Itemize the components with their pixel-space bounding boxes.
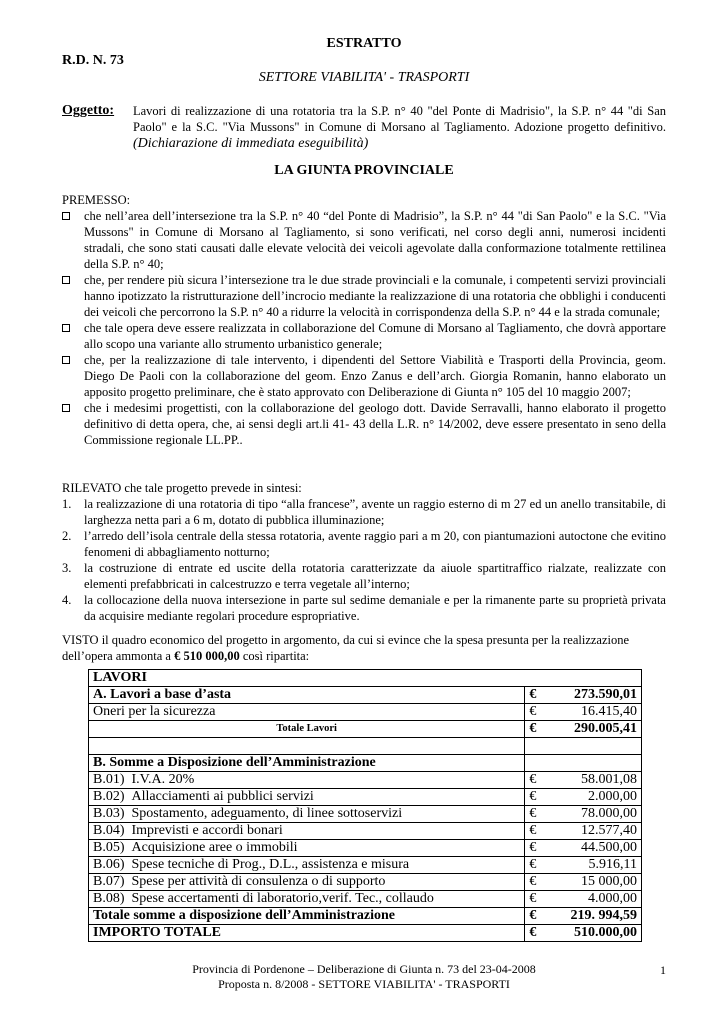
oggetto-text <box>133 103 666 152</box>
premesso-item: che tale opera deve essere realizzata in collaborazione del Comune di Morsano al Tagliamento, che dovrà apportare allo scopo una variante allo strumento urbanistico generale; <box>62 320 666 352</box>
table-row: Totale Lavori € 290.005,41 <box>89 721 642 738</box>
premesso-item: che, per la realizzazione di tale intervento, i dipendenti del Settore Viabilità e Trasporti della Provincia, geom. Diego De Paoli con la collaborazione del geom. Enzo Zanus e dell’arch. Giorgia Romanin, hanno elaborato un apposito progetto preliminare, che è stato approvato con Deliberazione di Giunta n° 105 del 10 maggio 2007; <box>62 352 666 400</box>
checkbox-bullet-icon <box>62 212 70 220</box>
document-title: ESTRATTO <box>326 36 402 51</box>
table-row: B.03) Spostamento, adeguamento, di linee sottoservizi € 78.000,00 <box>89 806 642 823</box>
rilevato-intro: RILEVATO che tale progetto prevede in sintesi: <box>62 481 302 495</box>
giunta-heading: LA GIUNTA PROVINCIALE <box>274 163 454 178</box>
rilevato-item: 4. la collocazione della nuova intersezione in parte sul sedime demaniale e per la rimanente parte su proprietà privata da acquisire mediante regolari procedure espropriative. <box>62 593 666 623</box>
rilevato-item: 3. la costruzione di entrate ed uscite della rotatoria caratterizzate da aiuole spartitraffico rialzate, realizzate con elementi prefabbricati in calcestruzzo e terra vegetale all’interno; <box>62 561 666 591</box>
visto-paragraph: VISTO il quadro economico del progetto in argomento, da cui si evince che la spesa presunta per la realizzazione dell’opera ammonta a € 510 000,00 così ripartita: <box>62 633 630 663</box>
table-row <box>89 670 642 687</box>
table-row: B.08) Spese accertamenti di laboratorio,verif. Tec., collaudo € 4.000,00 <box>89 891 642 908</box>
rilevato-item: 1. la realizzazione di una rotatoria di tipo “alla francese”, avente un raggio esterno di m 27 ed un anello transitabile, di larghezza netta pari a 6 m, dotato di pubblica illuminazione; <box>62 497 666 527</box>
total-amount: € 510 000,00 <box>174 649 240 663</box>
table-row: B.05) Acquisizione aree o immobili € 44.500,00 <box>89 840 642 857</box>
oggetto-label: Oggetto: <box>62 103 115 118</box>
settore-heading: SETTORE VIABILITA' - TRASPORTI <box>258 70 470 85</box>
premesso-label: PREMESSO: <box>62 193 131 207</box>
table-row: IMPORTO TOTALE € 510.000,00 <box>89 925 642 942</box>
footer-line-2: Proposta n. 8/2008 - SETTORE VIABILITA' - TRASPORTI <box>218 977 510 991</box>
premesso-item: che, per rendere più sicura l’intersezione tra le due strade provinciali e la comunale, i competenti servizi provinciali hanno ipotizzato la ristrutturazione dell’incrocio mediante la realizzazione di una rotatoria che obblighi i conducenti dei veicoli che percorrono la S.P. n° 40 a ridurre la velocità in corrispondenza della S.P. n° 44 e la strada comunale; <box>62 272 666 320</box>
rd-number: R.D. N. 73 <box>62 53 124 68</box>
lavori-header: LAVORI <box>89 670 642 687</box>
table-row: B.07) Spese per attività di consulenza o di supporto € 15 000,00 <box>89 874 642 891</box>
table-row: Totale somme a disposizione dell’Amministrazione € 219. 994,59 <box>89 908 642 925</box>
oggetto-note: (Dichiarazione di immediata eseguibilità) <box>133 136 369 151</box>
checkbox-bullet-icon <box>62 324 70 332</box>
premesso-item: che nell’area dell’intersezione tra la S.P. n° 40 “del Ponte di Madrisio”, la S.P. n° 44 "di San Paolo" e la S.C. "Via Mussons" in Comune di Morsano al Tagliamento, si sono verificati, nel corso degli anni, numerosi incidenti stradali, che sono stati causati dalle elevate velocità dei veicoli agevolate dalla conformazione totalmente rettilinea della S.P. n° 40; <box>62 208 666 272</box>
premesso-item: che i medesimi progettisti, con la collaborazione del geologo dott. Davide Serravalli, hanno elaborato il progetto definitivo di detta opera, che, ai sensi degli art.li 41- 43 della L.R. n° 14/2002, deve essere presentato in seno della Commissione regionale LL.PP.. <box>62 400 666 448</box>
checkbox-bullet-icon <box>62 276 70 284</box>
table-row: B.01) I.V.A. 20% € 58.001,08 <box>89 772 642 789</box>
rilevato-item: 2. l’arredo dell’isola centrale della stessa rotatoria, avente raggio pari a m 20, con piantumazioni autoctone che evitino fenomeni di abbagliamento notturno; <box>62 529 666 559</box>
table-row: B.04) Imprevisti e accordi bonari € 12.577,40 <box>89 823 642 840</box>
table-row: B. Somme a Disposizione dell’Amministrazione <box>89 755 642 772</box>
table-row: Oneri per la sicurezza € 16.415,40 <box>89 704 642 721</box>
quadro-economico-table <box>88 669 642 942</box>
table-row: B.06) Spese tecniche di Prog., D.L., assistenza e misura € 5.916,11 <box>89 857 642 874</box>
checkbox-bullet-icon <box>62 356 70 364</box>
page-number: 1 <box>660 963 666 977</box>
page-footer <box>62 962 666 992</box>
oggetto-body: Lavori di realizzazione di una rotatoria tra la S.P. n° 40 "del Ponte di Madrisio", la S.P. n° 44 "di San Paolo" e la S.C. "Via Mussons" in Comune di Morsano al Tagliamento. Adozione progetto definitivo. <box>133 104 666 134</box>
table-row: A. Lavori a base d’asta € 273.590,01 <box>89 687 642 704</box>
table-row <box>89 738 642 755</box>
checkbox-bullet-icon <box>62 404 70 412</box>
footer-line-1: Provincia di Pordenone – Deliberazione di Giunta n. 73 del 23-04-2008 <box>192 962 536 976</box>
rilevato-list <box>62 496 666 624</box>
premesso-list <box>62 208 666 448</box>
table-row: B.02) Allacciamenti ai pubblici servizi € 2.000,00 <box>89 789 642 806</box>
